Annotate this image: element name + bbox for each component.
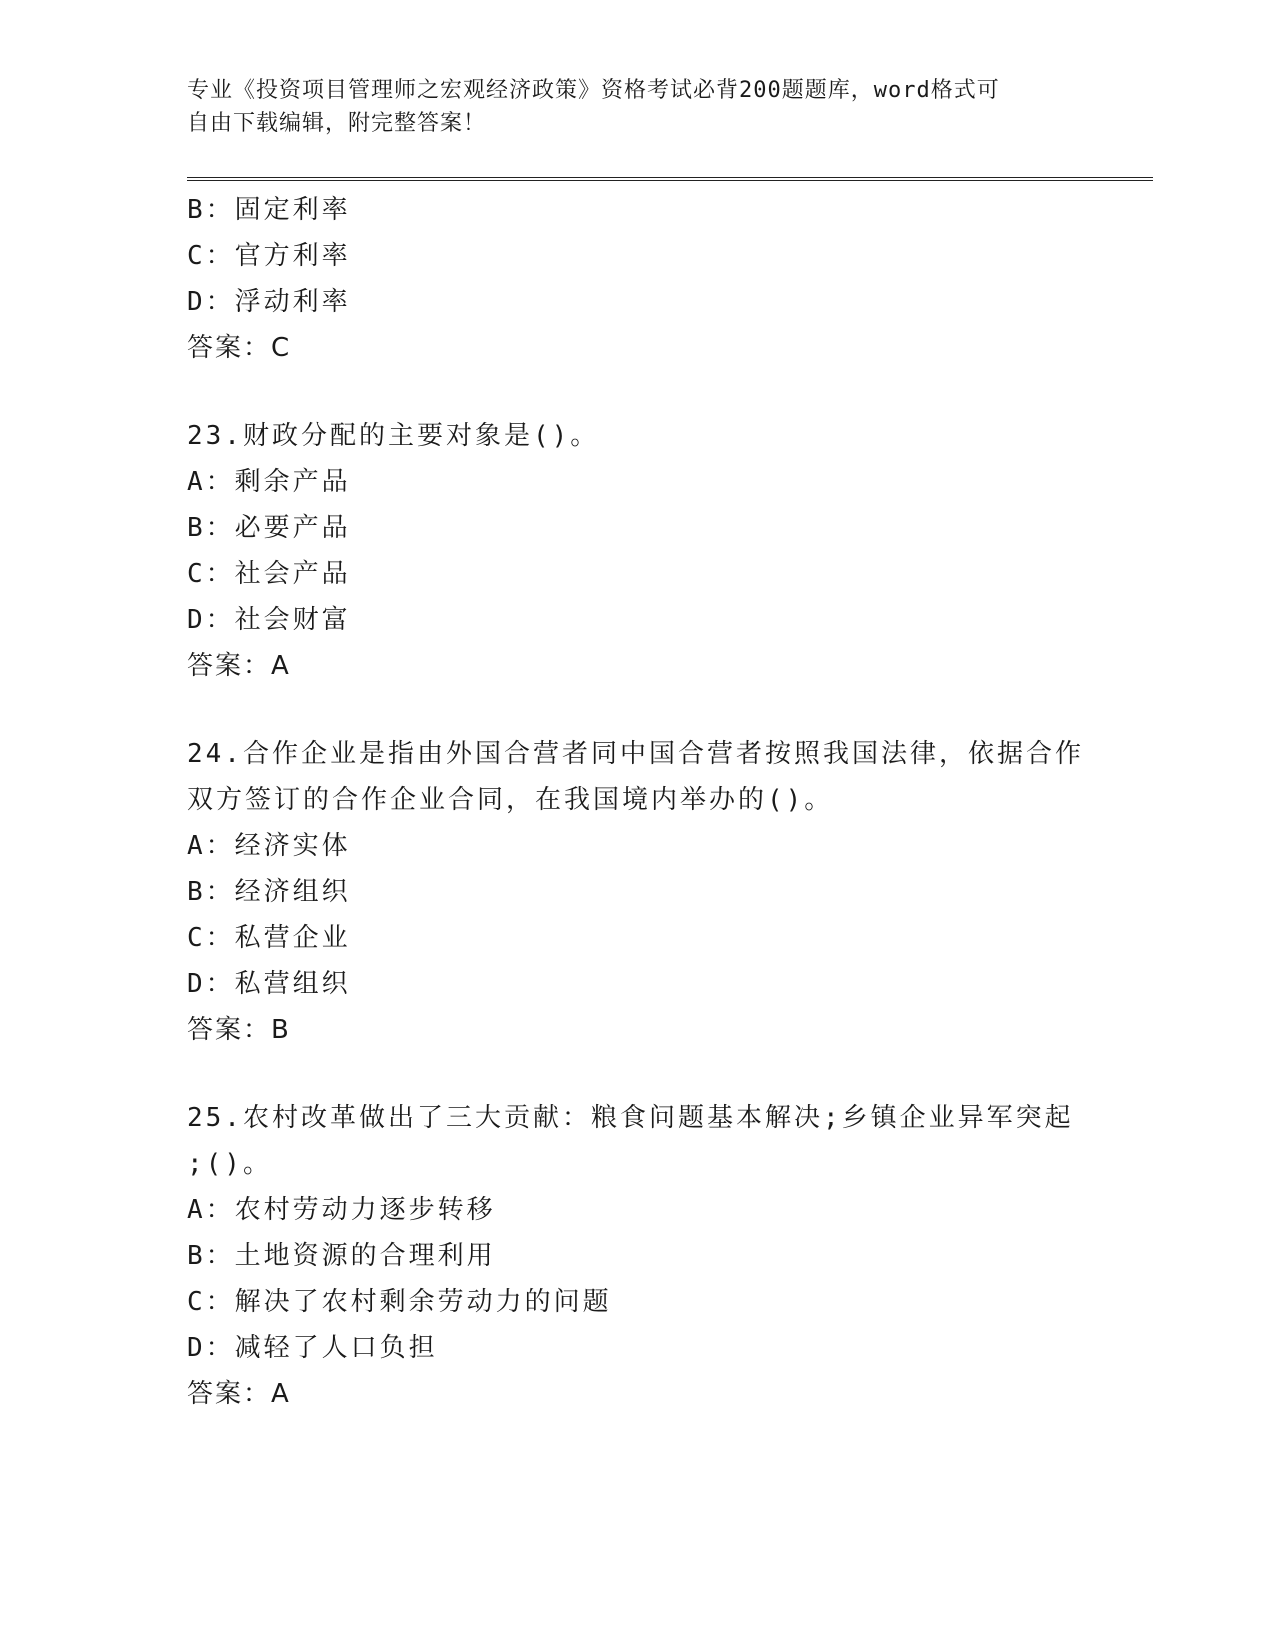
q24-option-c: C：私营企业 (187, 923, 351, 953)
q23-option-c: C：社会产品 (187, 559, 351, 589)
q24-option-d: D：私营组织 (187, 969, 351, 999)
q25-option-d: D：减轻了人口负担 (187, 1333, 438, 1363)
header-title-line-1: 专业《投资项目管理师之宏观经济政策》资格考试必背200题题库，word格式可 (187, 78, 1000, 103)
q22-option-b: B：固定利率 (187, 195, 351, 225)
q24-option-a: A：经济实体 (187, 831, 351, 861)
q25-stem-line-1: 25.农村改革做出了三大贡献：粮食问题基本解决;乡镇企业异军突起 (187, 1103, 1074, 1133)
q25-answer: 答案：A (187, 1379, 291, 1409)
header-title-line-2: 自由下载编辑，附完整答案！ (187, 111, 487, 136)
q24-stem-line-1: 24.合作企业是指由外国合营者同中国合营者按照我国法律，依据合作 (187, 739, 1084, 769)
spacer (187, 371, 1087, 413)
q25-stem-line-2: ;()。 (187, 1149, 272, 1179)
q23-option-d: D：社会财富 (187, 605, 351, 635)
spacer (187, 1053, 1087, 1095)
document-header (187, 74, 1067, 140)
q23-answer: 答案：A (187, 651, 291, 681)
q22-option-d: D：浮动利率 (187, 287, 351, 317)
q25-option-a: A：农村劳动力逐步转移 (187, 1195, 496, 1225)
q23-option-b: B：必要产品 (187, 513, 351, 543)
spacer (187, 689, 1087, 731)
q25-option-b: B：土地资源的合理利用 (187, 1241, 496, 1271)
question-24 (187, 731, 1087, 1053)
q22-option-c: C：官方利率 (187, 241, 351, 271)
question-25 (187, 1095, 1087, 1417)
q24-stem-line-2: 双方签订的合作企业合同，在我国境内举办的()。 (187, 785, 834, 815)
q22-answer: 答案：C (187, 333, 292, 363)
q23-option-a: A：剩余产品 (187, 467, 351, 497)
question-22-tail (187, 187, 1087, 371)
q24-answer: 答案：B (187, 1015, 291, 1045)
q24-option-b: B：经济组织 (187, 877, 351, 907)
q25-option-c: C：解决了农村剩余劳动力的问题 (187, 1287, 612, 1317)
q23-stem: 23.财政分配的主要对象是()。 (187, 421, 600, 451)
header-divider (187, 177, 1153, 181)
document-body (187, 187, 1087, 1417)
question-23 (187, 413, 1087, 689)
